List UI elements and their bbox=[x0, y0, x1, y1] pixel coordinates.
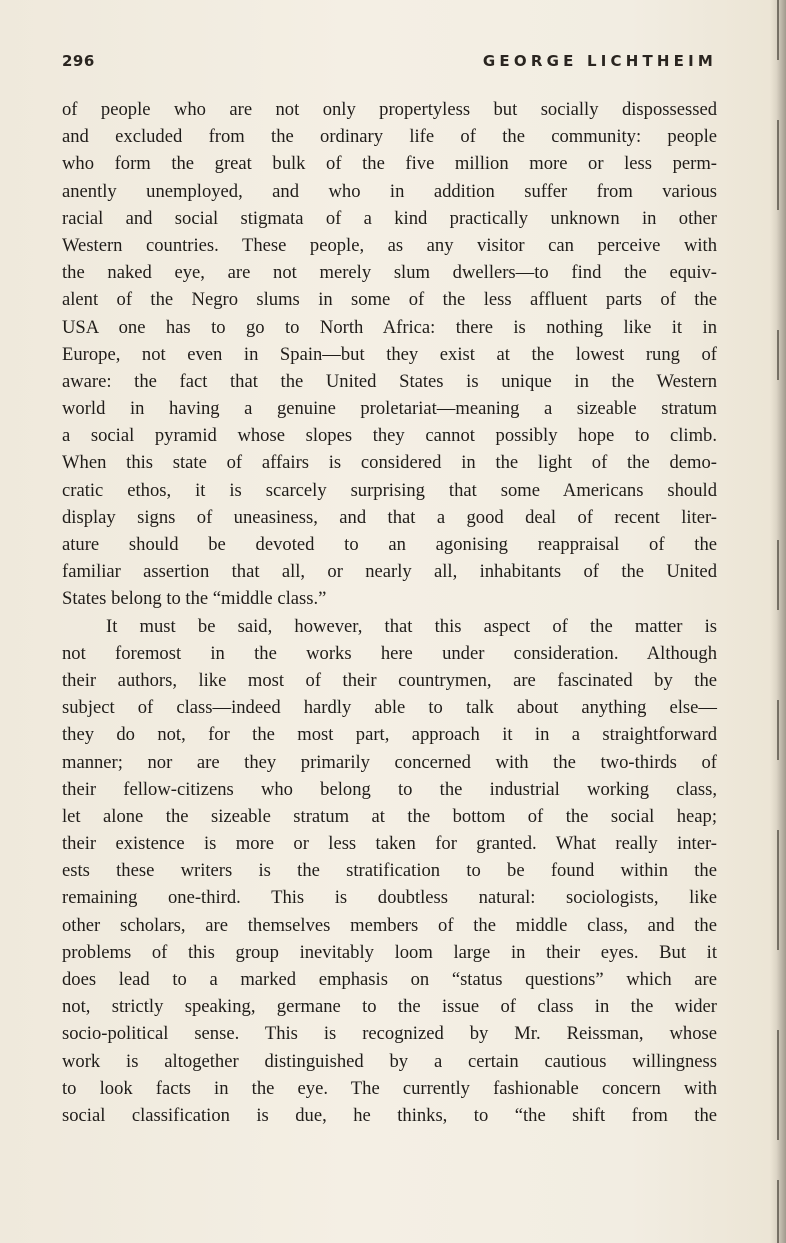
text-line: USA one has to go to North Africa: there is nothing like it in bbox=[62, 316, 717, 338]
text-line: and excluded from the ordinary life of the community: people bbox=[62, 126, 717, 148]
text-line: they do not, for the most part, approach it in a straightforward bbox=[62, 724, 717, 746]
binding-mark bbox=[777, 330, 779, 380]
binding-mark bbox=[777, 830, 779, 950]
body-text bbox=[62, 96, 717, 1129]
text-line: other scholars, are themselves members of the middle class, and the bbox=[62, 914, 717, 936]
paragraph-2 bbox=[62, 613, 717, 1130]
text-line: a social pyramid whose slopes they cannot possibly hope to climb. bbox=[62, 425, 717, 447]
binding-mark bbox=[777, 700, 779, 760]
text-line: socio-political sense. This is recognized by Mr. Reissman, whose bbox=[62, 1023, 717, 1045]
text-line: not, strictly speaking, germane to the issue of class in the wider bbox=[62, 996, 717, 1018]
text-line: work is altogether distinguished by a certain cautious willingness bbox=[62, 1050, 717, 1072]
text-line: not foremost in the works here under consideration. Although bbox=[62, 642, 717, 664]
text-line: world in having a genuine proletariat—meaning a sizeable stratum bbox=[62, 398, 717, 420]
text-line: does lead to a marked emphasis on “status questions” which are bbox=[62, 969, 717, 990]
text-line: let alone the sizeable stratum at the bottom of the social heap; bbox=[62, 805, 717, 827]
text-line: manner; nor are they primarily concerned with the two-thirds of bbox=[62, 751, 717, 773]
text-line: It must be said, however, that this aspect of the matter is bbox=[106, 615, 717, 637]
text-line: of people who are not only propertyless but socially dispossessed bbox=[62, 99, 717, 120]
running-head bbox=[62, 50, 717, 76]
binding-mark bbox=[777, 1180, 779, 1243]
text-line: ests these writers is the stratification to be found within the bbox=[62, 860, 717, 882]
paragraph-1 bbox=[62, 96, 717, 613]
text-line: problems of this group inevitably loom large in their eyes. But it bbox=[62, 941, 717, 963]
text-line: ature should be devoted to an agonising reappraisal of the bbox=[62, 534, 717, 555]
text-line: their existence is more or less taken for granted. What really inter- bbox=[62, 833, 717, 855]
page-number: 296 bbox=[62, 52, 95, 70]
binding-mark bbox=[777, 540, 779, 610]
running-title: GEORGE LICHTHEIM bbox=[482, 52, 717, 70]
text-line: display signs of uneasiness, and that a good deal of recent liter- bbox=[62, 506, 717, 528]
text-line: subject of class—indeed hardly able to talk about anything else— bbox=[62, 697, 717, 719]
text-line: their authors, like most of their countrymen, are fascinated by the bbox=[62, 669, 717, 691]
text-line: racial and social stigmata of a kind practically unknown in other bbox=[62, 207, 717, 229]
text-line: to look facts in the eye. The currently fashionable concern with bbox=[62, 1077, 717, 1099]
text-line: social classification is due, he thinks, to “the shift from the bbox=[62, 1104, 717, 1126]
text-line: Europe, not even in Spain—but they exist at the lowest rung of bbox=[62, 343, 717, 365]
text-line: their fellow-citizens who belong to the industrial working class, bbox=[62, 778, 717, 800]
binding-mark bbox=[777, 0, 779, 60]
text-line: alent of the Negro slums in some of the less affluent parts of the bbox=[62, 289, 717, 311]
text-line: Western countries. These people, as any visitor can perceive with bbox=[62, 234, 717, 256]
text-line: cratic ethos, it is scarcely surprising that some Americans should bbox=[62, 479, 717, 501]
text-line: States belong to the “middle class.” bbox=[62, 588, 327, 610]
binding-mark bbox=[777, 120, 779, 210]
text-line: aware: the fact that the United States is unique in the Western bbox=[62, 370, 717, 392]
text-line: the naked eye, are not merely slum dwellers—to find the equiv- bbox=[62, 262, 717, 284]
text-line: who form the great bulk of the five million more or less perm- bbox=[62, 153, 717, 175]
text-line: familiar assertion that all, or nearly all, inhabitants of the United bbox=[62, 561, 717, 583]
text-line: remaining one-third. This is doubtless natural: sociologists, like bbox=[62, 887, 717, 909]
binding-mark bbox=[777, 1030, 779, 1140]
text-line: anently unemployed, and who in addition suffer from various bbox=[62, 180, 717, 202]
text-line: When this state of affairs is considered in the light of the demo- bbox=[62, 452, 717, 474]
